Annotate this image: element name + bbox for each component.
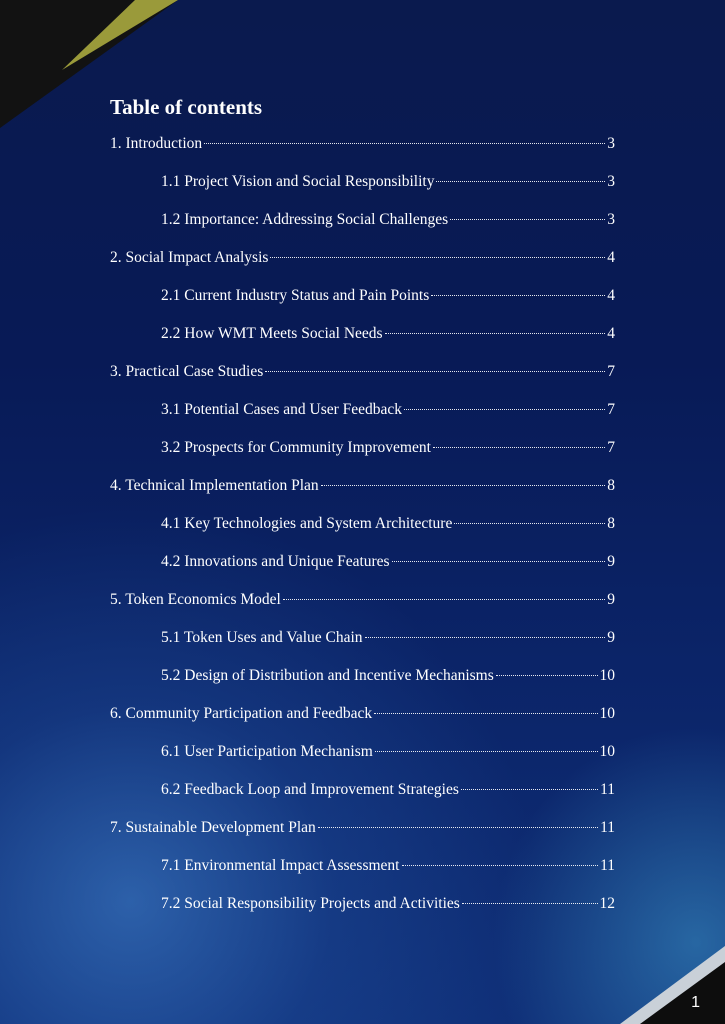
toc-entry-page-number: 3 bbox=[607, 211, 615, 228]
toc-list bbox=[110, 134, 615, 932]
toc-subsection-entry[interactable] bbox=[110, 400, 615, 438]
dot-leader bbox=[374, 713, 597, 714]
toc-entry-page-number: 3 bbox=[607, 173, 615, 190]
toc-entry-label: 1.2 Importance: Addressing Social Challenges bbox=[161, 211, 449, 228]
page-title: Table of contents bbox=[110, 95, 263, 119]
toc-entry-page-number: 10 bbox=[599, 705, 615, 722]
toc-entry-label: 7.2 Social Responsibility Projects and Activities bbox=[161, 895, 460, 912]
toc-subsection-entry[interactable] bbox=[110, 286, 615, 324]
toc-subsection-entry[interactable] bbox=[110, 894, 615, 932]
dot-leader bbox=[385, 333, 606, 334]
toc-subsection-entry[interactable] bbox=[110, 210, 615, 248]
toc-entry-page-number: 11 bbox=[600, 857, 615, 874]
corner-decoration-bottom-right bbox=[565, 924, 725, 1024]
toc-entry-page-number: 7 bbox=[607, 439, 615, 456]
dot-leader bbox=[450, 219, 605, 220]
toc-entry-page-number: 7 bbox=[607, 401, 615, 418]
toc-entry-page-number: 12 bbox=[599, 895, 615, 912]
dot-leader bbox=[265, 371, 605, 372]
toc-entry-page-number: 4 bbox=[607, 287, 615, 304]
toc-subsection-entry[interactable] bbox=[110, 666, 615, 704]
toc-entry-label: 3. Practical Case Studies bbox=[110, 363, 264, 380]
dot-leader bbox=[318, 827, 598, 828]
toc-entry-page-number: 11 bbox=[600, 819, 615, 836]
toc-entry-label: 7. Sustainable Development Plan bbox=[110, 819, 316, 836]
toc-entry-page-number: 8 bbox=[607, 477, 615, 494]
toc-subsection-entry[interactable] bbox=[110, 514, 615, 552]
toc-entry-label: 3.2 Prospects for Community Improvement bbox=[161, 439, 431, 456]
toc-entry-page-number: 9 bbox=[607, 553, 615, 570]
dot-leader bbox=[270, 257, 605, 258]
toc-subsection-entry[interactable] bbox=[110, 856, 615, 894]
toc-entry-label: 1. Introduction bbox=[110, 135, 203, 152]
toc-entry-label: 4. Technical Implementation Plan bbox=[110, 477, 319, 494]
toc-entry-label: 5. Token Economics Model bbox=[110, 591, 281, 608]
toc-entry-label: 6. Community Participation and Feedback bbox=[110, 705, 373, 722]
toc-entry-page-number: 9 bbox=[607, 629, 615, 646]
toc-entry-label: 6.2 Feedback Loop and Improvement Strategies bbox=[161, 781, 459, 798]
toc-entry-page-number: 4 bbox=[607, 325, 615, 342]
toc-entry-label: 7.1 Environmental Impact Assessment bbox=[161, 857, 400, 874]
dot-leader bbox=[283, 599, 605, 600]
toc-subsection-entry[interactable] bbox=[110, 552, 615, 590]
toc-subsection-entry[interactable] bbox=[110, 742, 615, 780]
toc-section-entry[interactable] bbox=[110, 134, 615, 172]
toc-entry-page-number: 9 bbox=[607, 591, 615, 608]
toc-subsection-entry[interactable] bbox=[110, 628, 615, 666]
table-of-contents bbox=[110, 92, 615, 932]
toc-entry-label: 5.1 Token Uses and Value Chain bbox=[161, 629, 363, 646]
dot-leader bbox=[404, 409, 605, 410]
dot-leader bbox=[433, 447, 605, 448]
toc-entry-label: 2.2 How WMT Meets Social Needs bbox=[161, 325, 383, 342]
toc-entry-page-number: 3 bbox=[607, 135, 615, 152]
toc-section-entry[interactable] bbox=[110, 248, 615, 286]
toc-section-entry[interactable] bbox=[110, 362, 615, 400]
toc-entry-label: 5.2 Design of Distribution and Incentive Mechanisms bbox=[161, 667, 494, 684]
dot-leader bbox=[461, 789, 598, 790]
toc-entry-label: 4.2 Innovations and Unique Features bbox=[161, 553, 390, 570]
toc-entry-label: 2.1 Current Industry Status and Pain Points bbox=[161, 287, 430, 304]
dot-leader bbox=[204, 143, 605, 144]
toc-entry-page-number: 7 bbox=[607, 363, 615, 380]
toc-entry-label: 1.1 Project Vision and Social Responsibility bbox=[161, 173, 435, 190]
toc-entry-label: 6.1 User Participation Mechanism bbox=[161, 743, 373, 760]
dot-leader bbox=[321, 485, 606, 486]
toc-section-entry[interactable] bbox=[110, 704, 615, 742]
toc-subsection-entry[interactable] bbox=[110, 780, 615, 818]
toc-entry-page-number: 8 bbox=[607, 515, 615, 532]
dot-leader bbox=[431, 295, 605, 296]
dot-leader bbox=[462, 903, 598, 904]
toc-section-entry[interactable] bbox=[110, 476, 615, 514]
dot-leader bbox=[365, 637, 606, 638]
toc-entry-page-number: 11 bbox=[600, 781, 615, 798]
toc-entry-page-number: 10 bbox=[599, 667, 615, 684]
dot-leader bbox=[496, 675, 598, 676]
toc-section-entry[interactable] bbox=[110, 590, 615, 628]
dot-leader bbox=[402, 865, 599, 866]
toc-entry-label: 2. Social Impact Analysis bbox=[110, 249, 269, 266]
toc-entry-page-number: 10 bbox=[599, 743, 615, 760]
toc-entry-label: 4.1 Key Technologies and System Architecture bbox=[161, 515, 453, 532]
page-number: 1 bbox=[691, 994, 700, 1011]
dot-leader bbox=[454, 523, 605, 524]
toc-entry-label: 3.1 Potential Cases and User Feedback bbox=[161, 401, 403, 418]
toc-subsection-entry[interactable] bbox=[110, 324, 615, 362]
toc-subsection-entry[interactable] bbox=[110, 438, 615, 476]
dot-leader bbox=[436, 181, 605, 182]
toc-entry-page-number: 4 bbox=[607, 249, 615, 266]
dot-leader bbox=[375, 751, 598, 752]
toc-subsection-entry[interactable] bbox=[110, 172, 615, 210]
toc-section-entry[interactable] bbox=[110, 818, 615, 856]
dot-leader bbox=[392, 561, 606, 562]
